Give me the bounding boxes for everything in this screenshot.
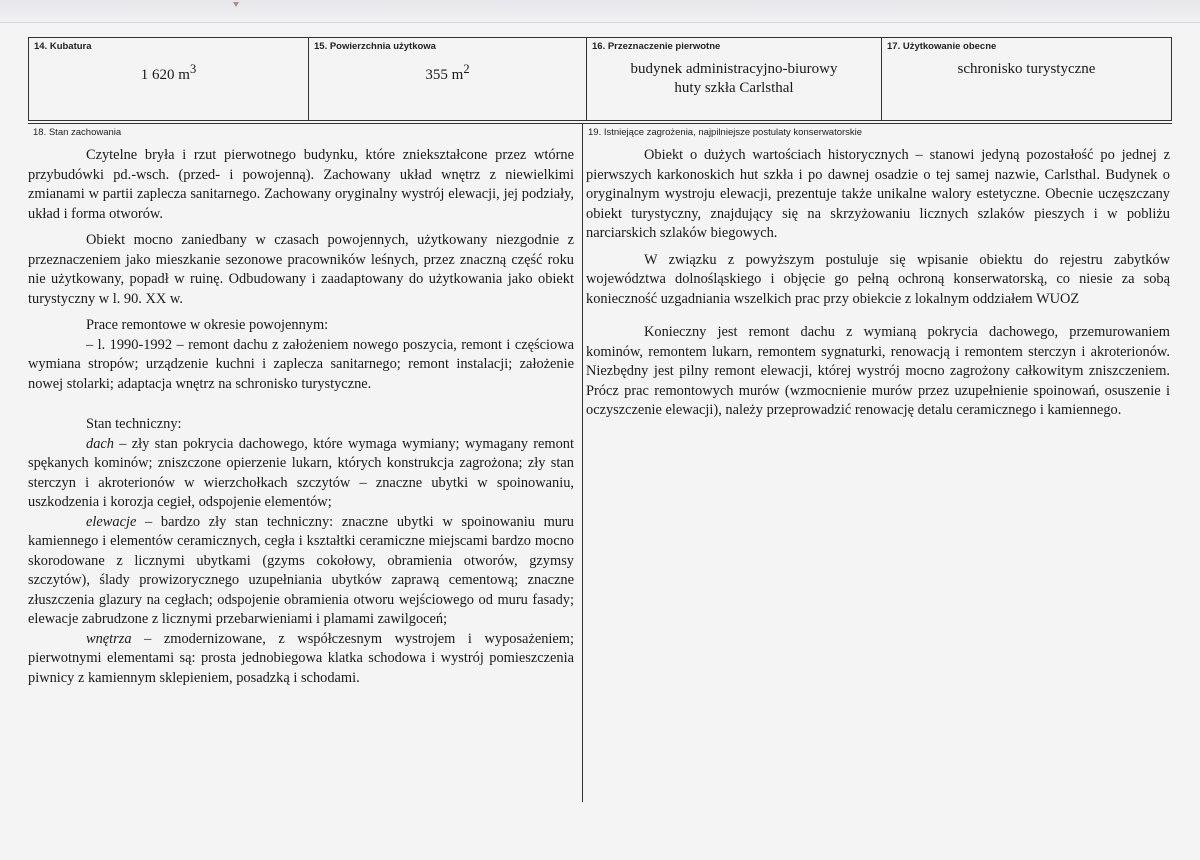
elewacje-text: – bardzo zły stan techniczny: znaczne ubytki w spoinowaniu muru kamiennego i elementów ceramicznych, cegła i kształtki ceramiczne miejscami bardzo mocno skorodowane z licznymi ubytkami (gzyms cokołowy, obramienia otworów, gzymsy szczytów), ślady prowizorycznego uzupełniania ubytków zaprawą cementową; znaczne złuszczenia glazury na cegłach; odspojenie obramienia otworu wejściowego od muru fasady; elewacje zabrudzone z licznymi przebarwieniami i plamami zawilgoceń; [28, 513, 574, 627]
wnetrza-term: wnętrza [86, 630, 132, 647]
powierzchnia-label: 15. Powierzchnia użytkowa [314, 41, 436, 52]
scan-mark [233, 2, 239, 7]
kubatura-number: 1 620 m [140, 67, 190, 83]
stan-label: 18. Stan zachowania [33, 127, 122, 138]
details-section [28, 123, 1172, 802]
powierzchnia-number: 355 m [425, 67, 464, 83]
przeznaczenie-cell [587, 38, 882, 120]
spacer [28, 401, 574, 415]
techniczny-heading: Stan techniczny: [86, 416, 182, 432]
stan-paragraph-2: Obiekt mocno zaniedbany w czasach powojennych, użytkowany niezgodnie z przeznaczeniem jako mieszkanie sezonowe pracowników leśnych, przez znaczną część roku nie użytkowany, popadł w ruinę. Odbudowany i zaadaptowany do użytkowania jako obiekt turystyczny w l. 90. XX w. [28, 232, 574, 307]
remont-heading: Prace remontowe w okresie powojennym: [86, 317, 329, 333]
powierzchnia-cell [309, 38, 587, 120]
przeznaczenie-line1: budynek administracyjno-biurowy [630, 61, 838, 77]
uzytkowanie-cell [882, 38, 1171, 120]
kubatura-label: 14. Kubatura [34, 41, 92, 52]
wnetrza-text: – zmodernizowane, z współczesnym wystrojem i wyposażeniem; pierwotnymi elementami są: prosta jednobiegowa klatka schodowa i wystrój pomieszczenia piwnicy z kamiennym sklepieniem, posadzką i schodami. [28, 630, 574, 686]
zagrozenia-label: 19. Istniejące zagrożenia, najpilniejsze postulaty konserwatorskie [588, 127, 863, 138]
uzytkowanie-label: 17. Użytkowanie obecne [887, 41, 997, 52]
uzytkowanie-value: schronisko turystyczne [957, 61, 1096, 77]
kubatura-cell [29, 38, 309, 120]
zagrozenia-paragraph-2: W związku z powyższym postuluje się wpisanie obiektu do rejestru zabytków województwa dolnośląskiego i objęcie go pełną ochroną konserwatorską, co niesie za sobą konieczność uzgadniania wszelkich prac przy obiekcie z lokalnym oddziałem WUOZ [586, 251, 1170, 307]
kubatura-value [29, 60, 308, 85]
dach-term: dach [86, 435, 114, 452]
przeznaczenie-value [587, 60, 881, 98]
column-divider [582, 124, 583, 802]
header-table [28, 37, 1172, 121]
kubatura-unit-sup: 3 [189, 62, 197, 76]
remont-text-body: – l. 1990-1992 – remont dachu z założeniem nowego poszycia, remont i częściowa wymiana stropów; urządzenie kuchni i zaplecza sanitarnego; remont instalacji; założenie nowej stolarki; adaptacja wnętrz na schronisko turystyczne. [28, 336, 574, 392]
remont-text [28, 336, 574, 395]
dach-paragraph [28, 435, 574, 513]
dach-text: – zły stan pokrycia dachowego, które wymaga wymiany; wymagany remont spękanych kominów; zniszczone opierzenie lukarn, których konstrukcja zagrożona; zły stan sterczyn i akroterionów w wierzchołkach szczytów – znaczne ubytki w spoinowaniu, uszkodzenia i korozja cegieł, odspojenie elementów; [28, 435, 574, 510]
scan-top-strip [0, 0, 1200, 23]
powierzchnia-value [309, 60, 586, 85]
przeznaczenie-line2: huty szkła Carlsthal [674, 80, 794, 96]
wnetrza-paragraph [28, 630, 574, 689]
elewacje-term: elewacje [86, 513, 137, 530]
powierzchnia-unit-sup: 2 [463, 62, 470, 76]
stan-paragraph-1: Czytelne bryła i rzut pierwotnego budynku, które zniekształcone przez wtórne przybudówki pd.-wsch. (przed- i powojenną). Zachowany układ wnętrz z niewielkimi zmianami w partii zaplecza sanitarnego. Zachowany oryginalny wystrój elewacji, jej podziały, układ i forma otworów. [28, 147, 574, 222]
stan-column [28, 146, 574, 695]
zagrozenia-paragraph-1: Obiekt o dużych wartościach historycznych – stanowi jedyną pozostałość po jednej z pierwszych karkonoskich hut szkła i po dawnej osadzie o tej samej nazwie, Carlsthal. Budynek o oryginalnym wystroju elewacji, prezentuje także unikalne walory estetyczne. Obecnie uczęszczany obiekt turystyczny, znajdujący się na skrzyżowaniu licznych szlaków pieszych i w pobliżu narciarskich szlaków biegowych. [586, 147, 1170, 241]
przeznaczenie-label: 16. Przeznaczenie pierwotne [592, 41, 721, 52]
zagrozenia-paragraph-3: Konieczny jest remont dachu z wymianą pokrycia dachowego, przemurowaniem kominów, remontem lukarn, remontem sygnaturki, renowacją i remontem sterczyn i akroterionów. Niezbędny jest pilny remont elewacji, której wystrój mocno zagrożony całkowitym zniszczeniem. Prócz prac remontowych murów (wzmocnienie murów przez uzupełnienie spoinowań, osuszenie i oczyszczenie elewacji), należy przeprowadzić renowację detalu ceramicznego i kamiennego. [586, 324, 1170, 418]
zagrozenia-column [586, 146, 1170, 428]
elewacje-paragraph [28, 513, 574, 630]
